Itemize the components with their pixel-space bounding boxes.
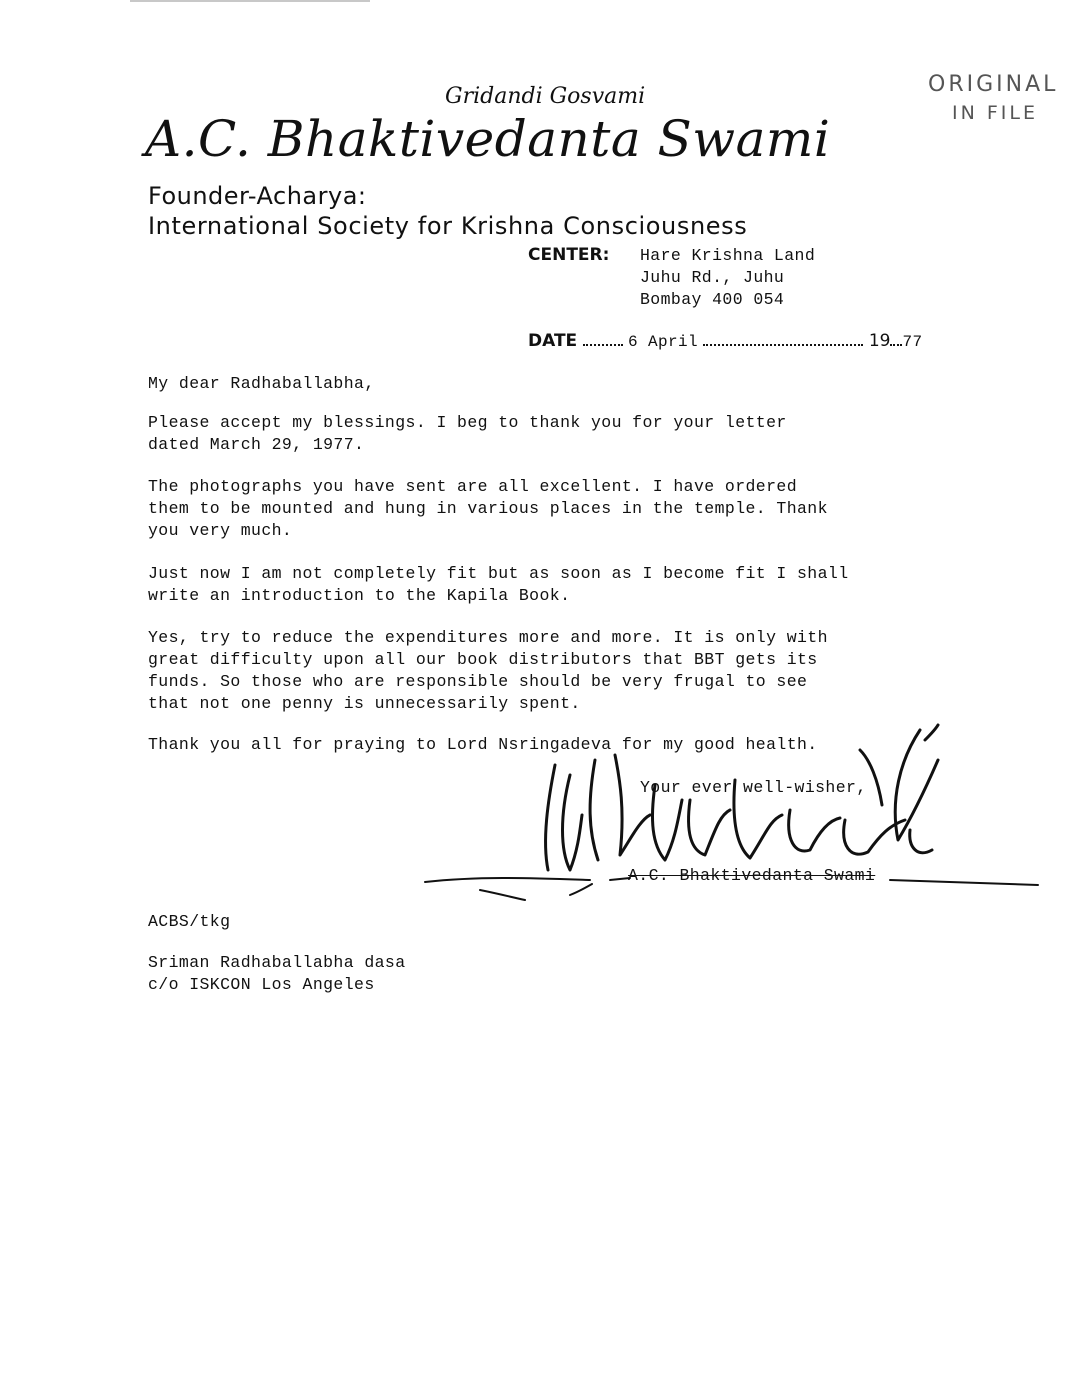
letterhead-subtitle: Gridandi Gosvami [445, 84, 646, 109]
paragraph-line: write an introduction to the Kapila Book. [148, 586, 571, 605]
date-dots [583, 330, 623, 346]
date-row [528, 330, 922, 351]
paragraph-line: dated March 29, 1977. [148, 435, 365, 454]
paragraph-line: Please accept my blessings. I beg to thank you for your letter [148, 413, 787, 432]
paragraph-line: Just now I am not completely fit but as soon as I become fit I shall [148, 564, 849, 583]
paragraph-line: Yes, try to reduce the expenditures more and more. It is only with [148, 628, 828, 647]
original-stamp-line2: IN FILE [952, 102, 1038, 124]
handwritten-signature [420, 720, 1060, 920]
paragraph-line: you very much. [148, 521, 293, 540]
date-dots [703, 330, 863, 346]
center-address-line2: Juhu Rd., Juhu [640, 268, 785, 287]
salutation: My dear Radhaballabha, [148, 374, 375, 393]
date-day-month: 6 April [627, 333, 698, 351]
letterhead-name: A.C. Bhaktivedanta Swami [145, 110, 831, 168]
paragraph-line: Thank you all for praying to Lord Nsringadeva for my good health. [148, 735, 818, 754]
date-century: 19 [868, 331, 891, 351]
paragraph-line: that not one penny is unnecessarily spent. [148, 694, 581, 713]
letterhead-society: International Society for Krishna Consciousness [148, 212, 748, 240]
reference-initials: ACBS/tkg [148, 912, 231, 931]
center-address-line1: Hare Krishna Land [640, 246, 816, 265]
date-label: DATE [528, 331, 578, 351]
paragraph-line: The photographs you have sent are all excellent. I have ordered [148, 477, 798, 496]
paragraph-1 [148, 412, 787, 456]
paragraph-4 [148, 627, 828, 715]
original-stamp-line1: ORIGINAL [928, 72, 1059, 97]
center-label: CENTER: [528, 245, 610, 265]
paragraph-3 [148, 563, 849, 607]
paragraph-line: great difficulty upon all our book distributors that BBT gets its [148, 650, 818, 669]
recipient-address [148, 952, 406, 996]
letterhead-founder: Founder-Acharya: [148, 182, 367, 210]
scan-edge-line [130, 0, 370, 2]
address-line: c/o ISKCON Los Angeles [148, 975, 375, 994]
date-year: 77 [902, 333, 923, 351]
signature-typed-name: A.C. Bhaktivedanta Swami [628, 866, 876, 885]
center-address-line3: Bombay 400 054 [640, 290, 785, 309]
paragraph-2 [148, 476, 828, 542]
paragraph-line: funds. So those who are responsible should be very frugal to see [148, 672, 808, 691]
date-dots [890, 330, 902, 346]
closing: Your ever well-wisher, [640, 778, 867, 797]
paragraph-line: them to be mounted and hung in various places in the temple. Thank [148, 499, 828, 518]
address-line: Sriman Radhaballabha dasa [148, 953, 406, 972]
